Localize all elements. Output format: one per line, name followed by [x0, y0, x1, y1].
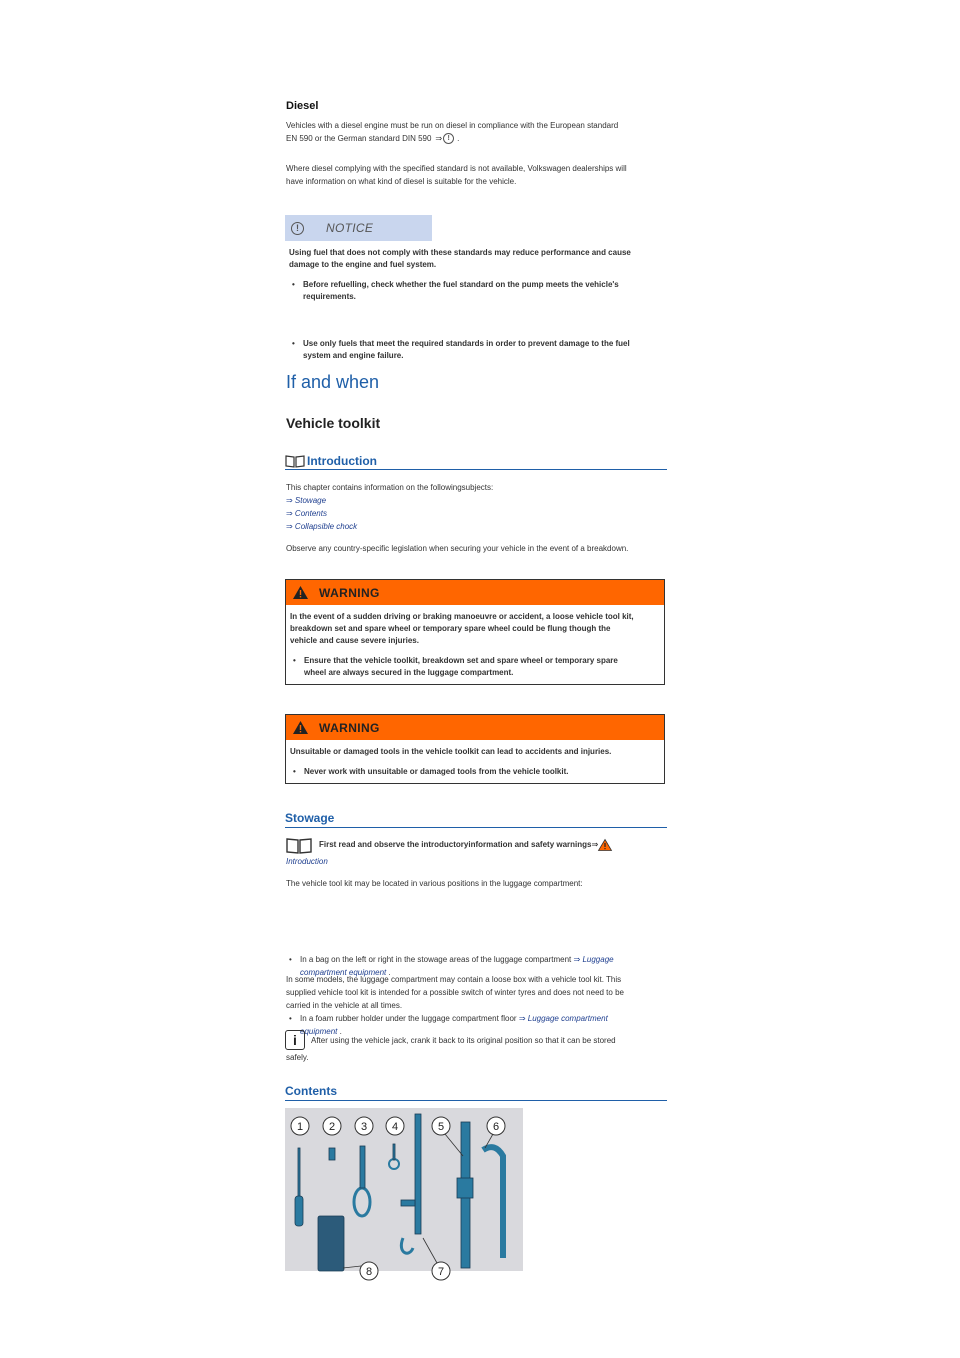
warning-triangle-icon	[292, 720, 309, 735]
chapter-heading: If and when	[286, 372, 380, 392]
diesel-heading: Diesel	[286, 100, 319, 112]
warning-label-1: WARNING	[319, 585, 380, 600]
link-stowage[interactable]: ⇒ Stowage	[286, 496, 327, 505]
notice-ref-icon[interactable]: !	[443, 133, 454, 144]
notice-label: NOTICE	[326, 221, 374, 235]
warning-body-1	[286, 605, 664, 684]
callout-7: 7	[437, 1266, 445, 1278]
link-introduction[interactable]: Introduction	[286, 857, 328, 866]
warning-triangle-icon	[292, 585, 309, 600]
stowage-located: The vehicle tool kit may be located in various positions in the luggage compartment:	[286, 879, 583, 888]
stowage-info-line1: After using the vehicle jack, crank it back to its original position so that it can be stored	[311, 1035, 616, 1045]
introduction-title: Introduction	[307, 454, 377, 468]
warning-body-2	[286, 740, 664, 783]
stowage-models	[286, 973, 686, 1012]
warning1-line3: vehicle and cause severe injuries.	[290, 636, 419, 645]
section-heading: Vehicle toolkit	[286, 415, 381, 431]
warning-box-2	[285, 714, 665, 784]
xref-arrow[interactable]: ⇒	[435, 134, 443, 143]
stowage-info-row	[285, 1030, 616, 1050]
notice-text-line2: damage to the engine and fuel system.	[289, 260, 437, 269]
notice-bullet-2-line2: system and engine failure.	[303, 351, 404, 360]
stowage-title: Stowage	[285, 811, 667, 828]
stowage-bullet-1-text: In a bag on the left or right in the stowage areas of the luggage compartment	[300, 955, 572, 964]
notice-bullet-1-line1: • Before refuelling, check whether the fuel standard on the pump meets the vehicle's	[303, 280, 619, 289]
callout-3: 3	[360, 1121, 368, 1133]
stowage-bullet-2-end: .	[339, 1027, 342, 1036]
introduction-body	[286, 481, 686, 533]
link-luggage-compartment-equipment[interactable]: ⇒ Luggage compartment	[518, 1014, 608, 1023]
notice-text-line1: Using fuel that does not comply with these standards may reduce performance and cause	[289, 248, 631, 257]
stowage-first-read-row	[285, 836, 612, 854]
notice-text	[289, 247, 669, 271]
diesel-paragraph-1	[286, 119, 686, 145]
callout-4: 4	[391, 1121, 399, 1133]
diesel-para1-line2-row	[286, 132, 686, 145]
book-icon	[285, 836, 313, 854]
introduction-line1: This chapter contains information on the followingsubjects:	[286, 483, 494, 492]
diesel-para1-line2: EN 590 or the German standard DIN 590	[286, 134, 432, 143]
diesel-para1-line1: Vehicles with a diesel engine must be run on diesel in compliance with the European standard	[286, 121, 619, 130]
info-icon: i	[285, 1030, 305, 1050]
warning1-bullet	[290, 655, 660, 679]
contents-title: Contents	[285, 1084, 667, 1101]
notice-bullet-2-line1: • Use only fuels that meet the required standards in order to prevent damage to the fuel	[303, 339, 630, 348]
notice-bullet-2	[289, 338, 673, 362]
vehicle-toolkit-figure	[285, 1108, 523, 1278]
notice-header	[285, 215, 432, 241]
diesel-para1-end: .	[457, 134, 460, 143]
toolkit-illustration	[285, 1108, 523, 1278]
callout-8: 8	[365, 1266, 373, 1278]
stowage-bullet-2-line1	[300, 1012, 680, 1025]
warning1-line2: breakdown set and spare wheel or temporary spare wheel could be flung though the	[290, 624, 611, 633]
warning-box-1	[285, 579, 665, 685]
warning-header-1	[286, 580, 664, 605]
link-contents[interactable]: ⇒ Contents	[286, 509, 327, 518]
warning2-line1: Unsuitable or damaged tools in the vehicle toolkit can lead to accidents and injuries.	[290, 747, 612, 756]
stowage-bullet-2-text: In a foam rubber holder under the luggage compartment floor	[300, 1014, 517, 1023]
callout-5: 5	[437, 1121, 445, 1133]
callout-6: 6	[492, 1121, 500, 1133]
callout-2: 2	[328, 1121, 336, 1133]
introduction-observe: Observe any country-specific legislation when securing your vehicle in the event of a breakdown.	[286, 544, 629, 553]
link-luggage-compartment-equipment[interactable]: ⇒ Luggage	[573, 955, 614, 964]
warning-header-2	[286, 715, 664, 740]
stowage-info-line2: safely.	[286, 1053, 309, 1062]
stowage-bullet-1-end: .	[388, 968, 391, 977]
warning1-line1: In the event of a sudden driving or braking manoeuvre or accident, a loose vehicle tool kit,	[290, 612, 634, 621]
callout-1: 1	[296, 1121, 304, 1133]
notice-bullet-1	[289, 279, 673, 303]
warning-triangle-icon[interactable]	[598, 839, 612, 851]
warning2-bullet	[290, 766, 660, 778]
diesel-para2-line1: Where diesel complying with the specified standard is not available, Volkswagen dealerships will	[286, 164, 627, 173]
diesel-paragraph-2	[286, 162, 686, 188]
book-icon	[285, 454, 305, 468]
warning1-bullet-line1: • Ensure that the vehicle toolkit, breakdown set and spare wheel or temporary spare	[304, 656, 618, 665]
stowage-models-line3: carried in the vehicle at all times.	[286, 1001, 403, 1010]
link-collapsible-chock[interactable]: ⇒ Collapsible chock	[286, 522, 358, 531]
link-luggage-compartment-equipment-cont[interactable]: compartment equipment	[300, 968, 387, 977]
stowage-models-line2: supplied vehicle tool kit is intended for a possible switch of winter tyres and does not need to be	[286, 988, 624, 997]
stowage-bullet-1-line1	[300, 953, 680, 966]
stowage-models-line1: In some models, the luggage compartment may contain a loose box with a vehicle tool kit. This	[286, 975, 622, 984]
link-luggage-compartment-equipment-cont[interactable]: equipment	[300, 1027, 338, 1036]
notice-bullet-1-line2: requirements.	[303, 292, 356, 301]
stowage-first-read: First read and observe the introductoryinformation and safety warnings	[319, 840, 592, 849]
diesel-para2-line2: have information on what kind of diesel is suitable for the vehicle.	[286, 177, 517, 186]
xref-arrow[interactable]: ⇒	[591, 840, 599, 849]
warning2-bullet-line1: • Never work with unsuitable or damaged tools from the vehicle toolkit.	[304, 767, 569, 776]
warning-label-2: WARNING	[319, 720, 380, 735]
exclamation-circle-icon: !	[291, 222, 304, 235]
warning1-bullet-line2: wheel are always secured in the luggage compartment.	[304, 668, 514, 677]
introduction-title-row	[285, 453, 667, 470]
